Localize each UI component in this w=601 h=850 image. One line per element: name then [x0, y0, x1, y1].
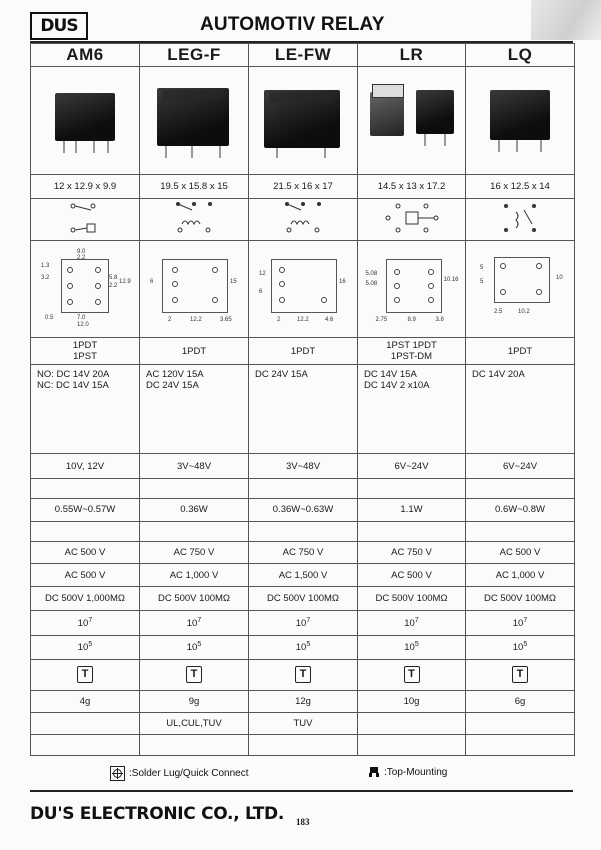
mechanical-life: $10^7$: [358, 611, 466, 635]
terminal-icon: T: [140, 660, 249, 691]
page-title: AUTOMOTIV RELAY: [200, 14, 385, 35]
dimension-value: 14.5 x 13 x 17.2: [358, 175, 466, 198]
contact-rating: DC 24V 15A: [249, 364, 358, 454]
terminal-row: [31, 660, 575, 691]
coil-voltage: 6V~24V: [358, 454, 466, 478]
insulation-value: DC 500V 100MΩ: [466, 586, 575, 610]
approval-value: [466, 713, 575, 735]
schematic-am6: [31, 198, 140, 240]
approval-value: [358, 713, 466, 735]
dimension-value: 19.5 x 15.8 x 15: [140, 175, 249, 198]
contact-rating: DC 14V 15A DC 14V 2 x10A: [358, 364, 466, 454]
dielectric-value: AC 500 V: [358, 564, 466, 586]
dielectric-value: AC 750 V: [358, 542, 466, 564]
drawing-lr: 5.08 5.08 10.16 2.75 8.9 3.8: [358, 240, 466, 338]
model-name: LQ: [466, 44, 575, 67]
electrical-life: $10^5$: [358, 635, 466, 659]
model-name: LR: [358, 44, 466, 67]
brand-logo: DUS: [30, 12, 88, 40]
mechanical-life: $10^7$: [466, 611, 575, 635]
relay-photo-legf: [140, 67, 249, 175]
model-row: [31, 44, 575, 67]
dimension-value: 21.5 x 16 x 17: [249, 175, 358, 198]
insulation-value: DC 500V 100MΩ: [358, 586, 466, 610]
dielectric-value: AC 750 V: [140, 542, 249, 564]
relay-spec-table: [30, 43, 575, 756]
page-number: 183: [296, 817, 310, 827]
contact-form: 1PDT: [466, 338, 575, 364]
drawing-lefw: 12 6 16 2 12.2 4.6: [249, 240, 358, 338]
terminal-icon: T: [31, 660, 140, 691]
model-name: LE-FW: [249, 44, 358, 67]
dielectric-value: AC 500 V: [31, 564, 140, 586]
company-name: DU'S ELECTRONIC CO., LTD.: [30, 804, 284, 824]
dielectric-coil-contact-row: [31, 542, 575, 564]
terminal-icon: T: [466, 660, 575, 691]
relay-photo-lq: [466, 67, 575, 175]
contact-rating: AC 120V 15A DC 24V 15A: [140, 364, 249, 454]
weight-value: 6g: [466, 690, 575, 712]
insulation-value: DC 500V 100MΩ: [249, 586, 358, 610]
insulation-value: DC 500V 1,000MΩ: [31, 586, 140, 610]
contact-rating: NO: DC 14V 20A NC: DC 14V 15A: [31, 364, 140, 454]
weight-row: [31, 690, 575, 712]
coil-power: 0.36W~0.63W: [249, 499, 358, 521]
contact-form: 1PDT: [249, 338, 358, 364]
dielectric-value: AC 1,000 V: [140, 564, 249, 586]
electrical-life: $10^5$: [249, 635, 358, 659]
coil-voltage: 10V, 12V: [31, 454, 140, 478]
photo-row: [31, 67, 575, 175]
relay-photo-lr: [358, 67, 466, 175]
coil-power: 0.6W~0.8W: [466, 499, 575, 521]
coil-voltage: 3V~48V: [140, 454, 249, 478]
contact-form: 1PDT 1PST: [31, 338, 140, 364]
mechanical-life-row: [31, 611, 575, 635]
approvals-row: [31, 713, 575, 735]
coil-voltage: 3V~48V: [249, 454, 358, 478]
terminal-icon: T: [249, 660, 358, 691]
contact-form: 1PST 1PDT 1PST-DM: [358, 338, 466, 364]
dimension-value: 12 x 12.9 x 9.9: [31, 175, 140, 198]
contact-form: 1PDT: [140, 338, 249, 364]
coil-power-row: [31, 499, 575, 521]
legend-solder: [110, 766, 249, 781]
drawing-row: [31, 240, 575, 338]
drawing-am6: 9.0 2.2 1.3 3.2 5.8 2.2 12.9 0.5 7.0 12.0: [31, 240, 140, 338]
contact-rating: DC 14V 20A: [466, 364, 575, 454]
schematic-lefw: [249, 198, 358, 240]
coil-power: 0.36W: [140, 499, 249, 521]
footer-rule: [30, 790, 573, 792]
dielectric-value: AC 1,000 V: [466, 564, 575, 586]
model-name: AM6: [31, 44, 140, 67]
insulation-row: [31, 586, 575, 610]
weight-value: 10g: [358, 690, 466, 712]
electrical-life-row: [31, 635, 575, 659]
approval-value: TUV: [249, 713, 358, 735]
legend-solder-text: :Solder Lug/Quick Connect: [129, 768, 249, 779]
relay-photo-lefw: [249, 67, 358, 175]
terminal-icon: T: [358, 660, 466, 691]
contact-form-row: [31, 338, 575, 364]
dimension-value: 16 x 12.5 x 14: [466, 175, 575, 198]
dielectric-value: AC 500 V: [466, 542, 575, 564]
schematic-lq: [466, 198, 575, 240]
schematic-row: [31, 198, 575, 240]
electrical-life: $10^5$: [140, 635, 249, 659]
mechanical-life: $10^7$: [249, 611, 358, 635]
approval-value: UL,CUL,TUV: [140, 713, 249, 735]
corner-photo: [531, 0, 601, 40]
mechanical-life: $10^7$: [31, 611, 140, 635]
weight-value: 12g: [249, 690, 358, 712]
dielectric-value: AC 750 V: [249, 542, 358, 564]
coil-power: 1.1W: [358, 499, 466, 521]
weight-value: 4g: [31, 690, 140, 712]
contact-rating-row: [31, 364, 575, 454]
electrical-life: $10^5$: [31, 635, 140, 659]
drawing-legf: 6 15 2 12.2 3.65: [140, 240, 249, 338]
mechanical-life: $10^7$: [140, 611, 249, 635]
coil-power: 0.55W~0.57W: [31, 499, 140, 521]
legend-top-mount: [368, 766, 447, 778]
dielectric-contacts-row: [31, 564, 575, 586]
dimension-row: [31, 175, 575, 198]
solder-lug-icon: [110, 766, 125, 781]
insulation-value: DC 500V 100MΩ: [140, 586, 249, 610]
spacer-row: [31, 735, 575, 756]
relay-photo-am6: [31, 67, 140, 175]
dielectric-value: AC 1,500 V: [249, 564, 358, 586]
spacer-row: [31, 478, 575, 498]
top-mount-icon: [368, 766, 380, 778]
weight-value: 9g: [140, 690, 249, 712]
model-name: LEG-F: [140, 44, 249, 67]
electrical-life: $10^5$: [466, 635, 575, 659]
coil-voltage: 6V~24V: [466, 454, 575, 478]
schematic-legf: [140, 198, 249, 240]
spacer-row: [31, 521, 575, 541]
approval-value: [31, 713, 140, 735]
dielectric-value: AC 500 V: [31, 542, 140, 564]
schematic-lr: [358, 198, 466, 240]
coil-voltage-row: [31, 454, 575, 478]
drawing-lq: 5 5 10 2.5 10.2: [466, 240, 575, 338]
legend-top-text: :Top-Mounting: [384, 766, 448, 778]
